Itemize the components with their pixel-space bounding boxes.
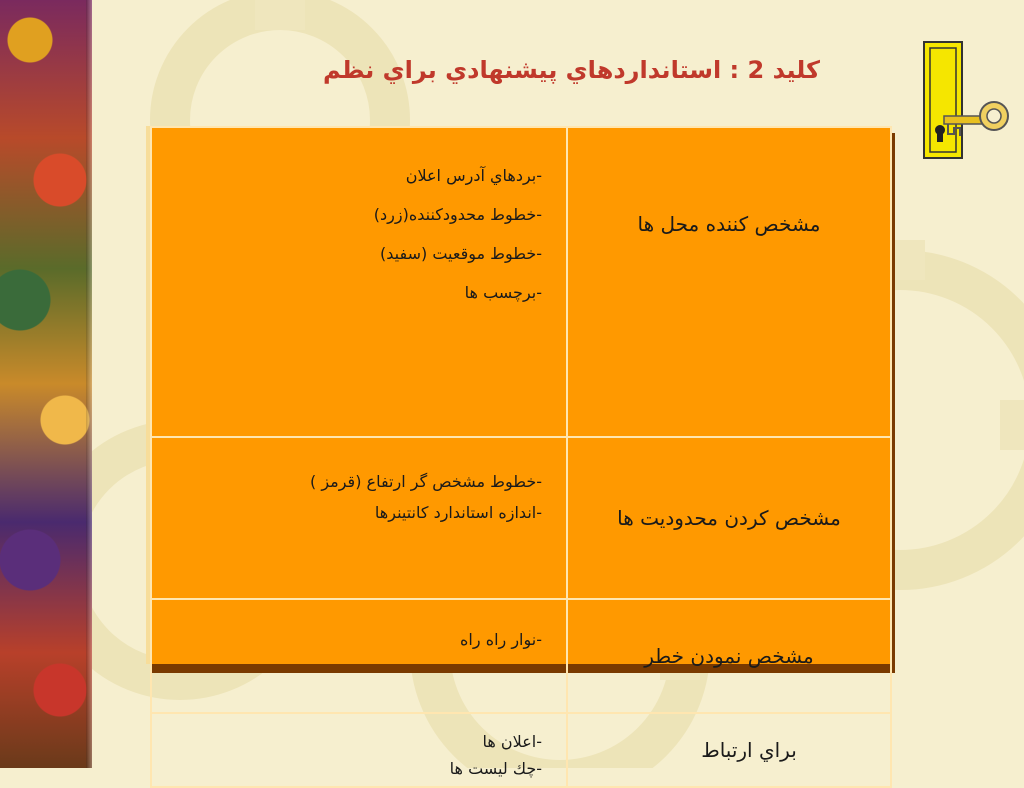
decorative-left-strip: [0, 0, 92, 768]
table-row: [151, 599, 891, 713]
category-cell: مشخص كردن محدوديت ها: [567, 437, 891, 599]
list-item: -اعلان ها: [482, 732, 542, 751]
key-in-door-icon: [918, 40, 1010, 162]
category-cell: براي ارتباط: [567, 713, 891, 787]
table-row: [151, 713, 891, 787]
list-item: -خطوط محدودكننده(زرد): [373, 205, 542, 224]
items-cell: [151, 599, 567, 713]
list-item: -اندازه استاندارد كانتينرها: [374, 503, 542, 522]
category-cell: مشخص نمودن خطر: [567, 599, 891, 713]
table-row: [151, 127, 891, 437]
standards-table: [146, 126, 892, 778]
list-item: -چك ليست ها: [449, 759, 542, 778]
list-item: -بردهاي آدرس اعلان: [405, 166, 542, 185]
items-cell: [151, 713, 567, 787]
list-item: -خطوط موقعيت (سفيد): [380, 244, 542, 263]
list-item: -برچسب ها: [464, 283, 542, 302]
category-cell: مشخص كننده محل ها: [567, 127, 891, 437]
items-cell: [151, 127, 567, 437]
items-cell: [151, 437, 567, 599]
table-row: [151, 437, 891, 599]
slide-title: كليد 2 : استانداردهاي پيشنهادي براي نظم: [323, 56, 820, 84]
list-item: -خطوط مشخص گر ارتفاع (قرمز ): [310, 472, 542, 491]
list-item: -نوار راه راه: [460, 630, 542, 649]
